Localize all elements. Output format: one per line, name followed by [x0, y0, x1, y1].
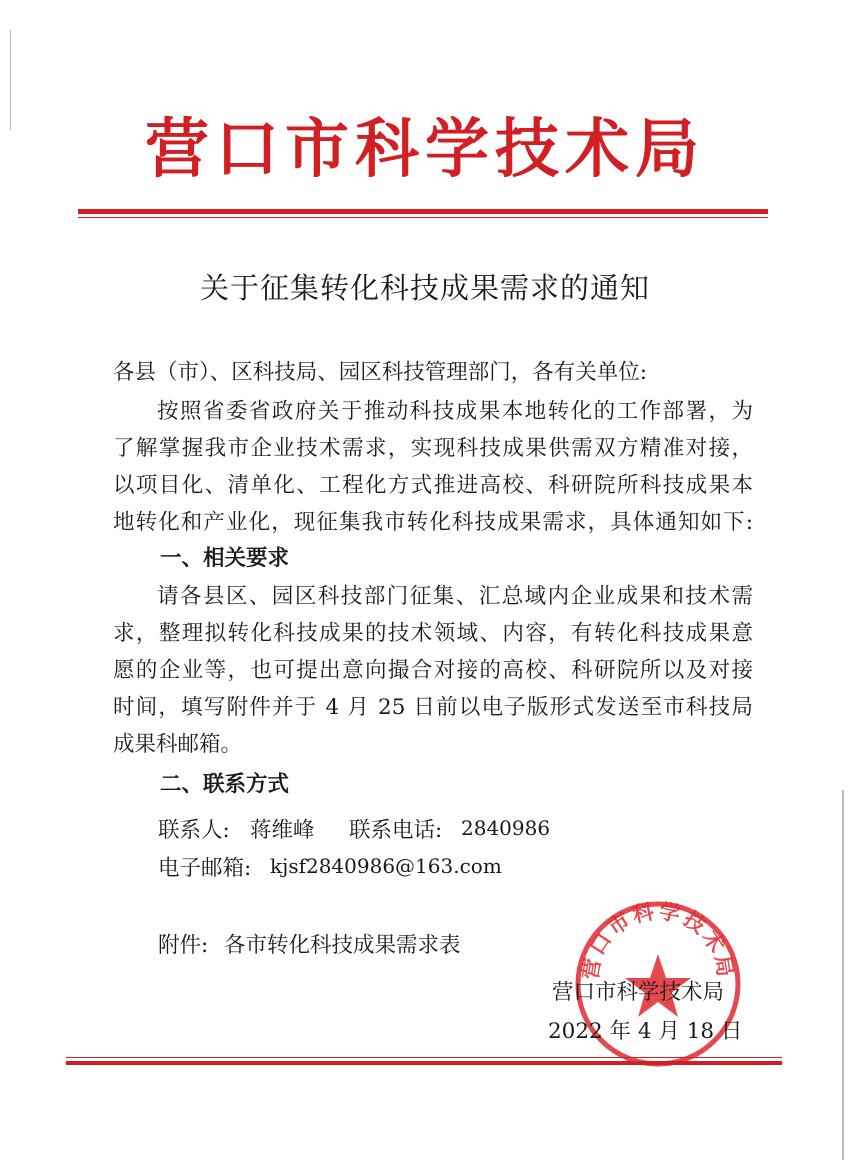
section-heading-requirements: 一、相关要求	[160, 546, 290, 571]
paragraph-line: 求，整理拟转化科技成果的技术领域、内容，有转化科技成果意	[113, 621, 753, 646]
paragraph-line: 请各县区、园区科技部门征集、汇总域内企业成果和技术需	[157, 584, 753, 609]
salutation: 各县（市）、区科技局、园区科技管理部门，各有关单位:	[113, 360, 647, 385]
contact-email-label: 电子邮箱:	[158, 856, 252, 881]
letterhead-rule-thick	[78, 209, 768, 214]
seal-text: 营口市科学技术局	[578, 898, 738, 982]
paragraph-line: 成果科邮箱。	[113, 732, 243, 757]
attachment-label: 附件:	[158, 933, 209, 958]
paragraph-line: 地转化和产业化，现征集我市转化科技成果需求，具体通知如下:	[113, 510, 753, 535]
paragraph-line: 时间，填写附件并于 4 月 25 日前以电子版形式发送至市科技局	[113, 695, 753, 720]
section-heading-contact: 二、联系方式	[160, 772, 290, 797]
paragraph-line: 以项目化、清单化、工程化方式推进高校、科研院所科技成果本	[113, 473, 753, 498]
paragraph-line: 按照省委省政府关于推动科技成果本地转化的工作部署，为	[157, 399, 753, 424]
signature-date: 2022 年 4 月 18 日	[548, 1019, 743, 1044]
scan-edge-artifact	[842, 790, 844, 1160]
letterhead-org-name: 营口市科学技术局	[145, 112, 705, 187]
footer-rule-thick	[66, 1061, 782, 1065]
paragraph-line: 了解掌握我市企业技术需求，实现科技成果供需双方精准对接，	[113, 436, 753, 461]
contact-person-label: 联系人:	[158, 818, 230, 843]
requirements-paragraph	[113, 578, 753, 763]
footer-rule-thin	[66, 1057, 782, 1058]
contact-email-address: kjsf2840986@163.com	[270, 854, 502, 878]
contact-person-name: 蒋维峰	[250, 818, 315, 843]
letterhead-rule-thin	[78, 217, 768, 218]
notice-title: 关于征集转化科技成果需求的通知	[199, 271, 650, 305]
signature-org: 营口市科学技术局	[552, 980, 725, 1005]
scan-edge-artifact	[10, 30, 11, 130]
paragraph-line: 愿的企业等，也可提出意向撮合对接的高校、科研院所以及对接	[113, 658, 753, 683]
attachment-name: 各市转化科技成果需求表	[224, 933, 461, 958]
contact-phone-label: 联系电话:	[349, 818, 443, 843]
intro-paragraph	[113, 393, 753, 541]
contact-phone-number: 2840986	[461, 816, 551, 840]
